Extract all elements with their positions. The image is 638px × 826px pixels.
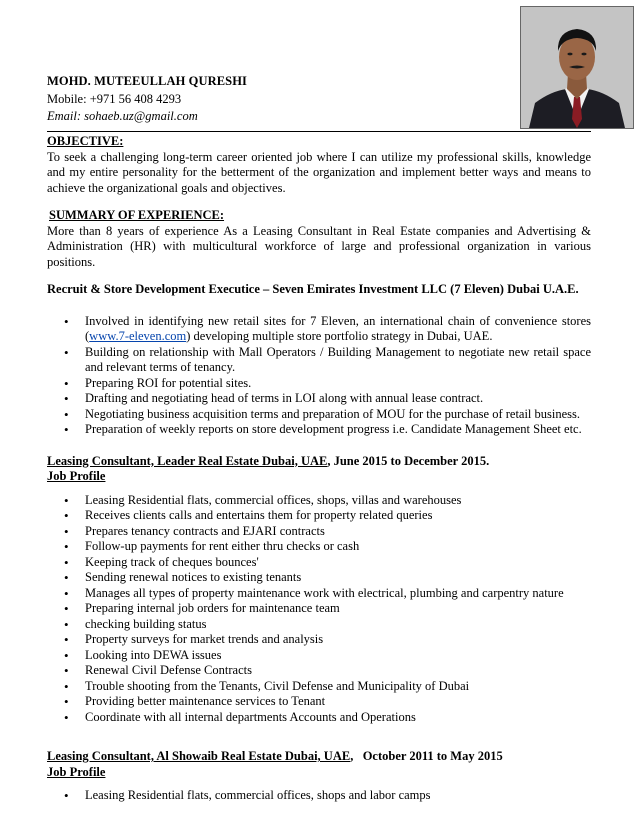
list-item: • Follow-up payments for rent either thru checks or cash: [85, 539, 591, 555]
list-item: • Manages all types of property maintenance work with electrical, plumbing and carpentry nature: [85, 586, 591, 602]
header-divider: [47, 131, 591, 132]
list-item: • Negotiating business acquisition terms and preparation of MOU for the purchase of retail business.: [85, 407, 591, 423]
list-item: • Preparing ROI for potential sites.: [85, 376, 591, 392]
list-item: • Leasing Residential flats, commercial offices, shops, villas and warehouses: [85, 493, 591, 509]
contact-header: [47, 74, 507, 126]
list-item: • Receives clients calls and entertains them for property related queries: [85, 508, 591, 524]
job3-bullets: [47, 788, 591, 804]
profile-photo: [520, 6, 634, 129]
job2-title: [47, 454, 591, 470]
list-item: • Building on relationship with Mall Operators / Building Management to negotiate new retail space and relevant terms of tenancy.: [85, 345, 591, 376]
list-item: • Drafting and negotiating head of terms in LOI along with annual lease contract.: [85, 391, 591, 407]
list-item: • Keeping track of cheques bounces': [85, 555, 591, 571]
job3-subtitle: Job Profile: [47, 764, 106, 779]
portrait-image: [521, 7, 633, 128]
bullet-text: ) developing multiple store portfolio strategy in Dubai, UAE.: [186, 329, 493, 343]
objective-text: To seek a challenging long-term career oriented job where I can utilize my professional skills, knowledge and my entire personality for the betterment of the organization and implement better ways and means to achieve the organizational goals and objectives.: [47, 149, 591, 195]
list-item: • Providing better maintenance services to Tenant: [85, 694, 591, 710]
seven-eleven-link[interactable]: www.7-eleven.com: [89, 329, 187, 343]
job2-subtitle: Job Profile: [47, 469, 106, 483]
job1-title: Recruit & Store Development Executice – Seven Emirates Investment LLC (7 Eleven) Dubai U.A.E.: [47, 282, 579, 296]
list-item: • Leasing Residential flats, commercial offices, shops and labor camps: [85, 788, 591, 804]
list-item: • Preparing internal job orders for maintenance team: [85, 601, 591, 617]
job3-title: [47, 749, 591, 765]
list-item: • Coordinate with all internal departments Accounts and Operations: [85, 710, 591, 726]
list-item: • Looking into DEWA issues: [85, 648, 591, 664]
job2-bullets: [47, 493, 591, 726]
list-item: [85, 314, 591, 345]
list-item: • Prepares tenancy contracts and EJARI contracts: [85, 524, 591, 540]
candidate-name: MOHD. MUTEEULLAH QURESHI: [47, 74, 247, 88]
resume-body: [47, 134, 591, 804]
bullet-text: Involved in identifying new retail sites for 7 Eleven, an international chain of convenience stores (: [85, 313, 591, 343]
list-item: • Trouble shooting from the Tenants, Civil Defense and Municipality of Dubai: [85, 679, 591, 695]
objective-title: OBJECTIVE:: [47, 134, 124, 148]
job3-title-dates: , October 2011 to May 2015: [350, 749, 503, 763]
summary-title: SUMMARY OF EXPERIENCE:: [49, 208, 225, 222]
summary-text: More than 8 years of experience As a Leasing Consultant in Real Estate companies and Advertising & Administration (HR) with multicultural workforce of large and professional organization in various positions.: [47, 223, 591, 269]
list-item: • checking building status: [85, 617, 591, 633]
job2-title-dates: , June 2015 to December 2015.: [327, 453, 490, 468]
job2-title-main: Leasing Consultant, Leader Real Estate Dubai, UAE: [47, 453, 328, 468]
email-line: Email: sohaeb.uz@gmail.com: [47, 109, 198, 123]
list-item: • Renewal Civil Defense Contracts: [85, 663, 591, 679]
mobile-line: Mobile: +971 56 408 4293: [47, 92, 182, 106]
job1-bullets: [47, 314, 591, 438]
list-item: • Property surveys for market trends and analysis: [85, 632, 591, 648]
list-item: • Preparation of weekly reports on store development progress i.e. Candidate Management Sheet etc.: [85, 422, 591, 438]
job3-title-main: Leasing Consultant, Al Showaib Real Estate Dubai, UAE: [47, 749, 351, 763]
list-item: • Sending renewal notices to existing tenants: [85, 570, 591, 586]
